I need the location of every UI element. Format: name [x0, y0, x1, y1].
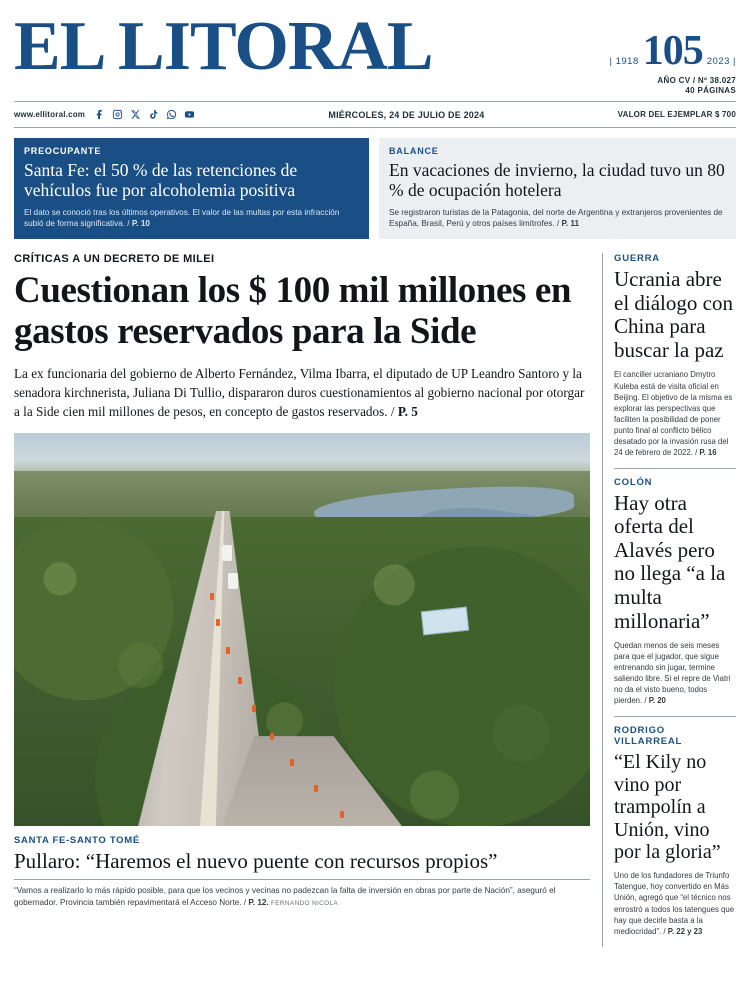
teaser-kicker: PREOCUPANTE	[24, 146, 102, 156]
teaser-summary	[389, 207, 726, 229]
social-links	[94, 109, 195, 120]
side-story-kicker: GUERRA	[614, 253, 660, 265]
side-story-page-ref[interactable]: P. 22 y 23	[667, 926, 703, 936]
body-columns	[14, 253, 736, 946]
youtube-icon[interactable]	[184, 109, 195, 120]
lead-headline[interactable]: Cuestionan los $ 100 mil millones en gastos reservados para la Side	[14, 270, 572, 353]
page-count: 40 PÁGINAS	[685, 86, 736, 95]
lead-photo	[14, 433, 590, 826]
side-story-page-ref[interactable]: P. 20	[648, 696, 666, 706]
info-bar	[14, 102, 736, 128]
x-twitter-icon[interactable]	[130, 109, 141, 120]
bottom-story-divider	[14, 879, 590, 880]
side-column	[602, 253, 736, 946]
side-story-headline[interactable]: Ucrania abre el diálogo con China para buscar la paz	[614, 267, 733, 362]
side-story-headline[interactable]: “El Kily no vino por trampolín a Unión, vino por la gloria”	[614, 751, 721, 863]
bottom-story-summary	[14, 885, 590, 908]
teaser-card-ocupacion-hotelera[interactable]	[379, 138, 736, 239]
teaser-headline[interactable]: En vacaciones de invierno, la ciudad tuvo un 80 % de ocupación hotelera	[389, 160, 725, 201]
side-divider-2	[614, 716, 736, 717]
side-story-headline[interactable]: Hay otra oferta del Alavés pero no llega “a la multa millonaria”	[614, 490, 726, 633]
main-column	[14, 253, 590, 946]
teaser-headline[interactable]: Santa Fe: el 50 % de las retenciones de vehículos fue por alcoholemia positiva	[24, 160, 298, 201]
lead-page-ref[interactable]: P. 5	[397, 404, 418, 420]
instagram-icon[interactable]	[112, 109, 123, 120]
side-story-villarreal[interactable]	[614, 725, 736, 936]
cover-price: VALOR DEL EJEMPLAR $ 700	[617, 110, 736, 119]
side-story-summary-text: Quedan menos de seis meses para que el jugador, que sigue entrenando sin jugar, termine saliendo libre. Si el repre de Viatri no da el visto bueno, todos pierden. /	[614, 641, 731, 706]
teaser-kicker: BALANCE	[389, 146, 439, 156]
issue-date: MIÉRCOLES, 24 DE JULIO DE 2024	[328, 109, 485, 120]
side-story-kicker: COLÓN	[614, 476, 653, 488]
newspaper-logo[interactable]: EL LITORAL	[14, 8, 433, 85]
lead-overline: CRÍTICAS A UN DECRETO DE MILEI	[14, 253, 215, 266]
teaser-card-alcoholemia[interactable]	[14, 138, 369, 239]
whatsapp-icon[interactable]	[166, 109, 177, 120]
side-story-summary-text: Uno de los fundadores de Triunfo Tatengue, hoy convertido en Más Unión, agregó que “el técnico nos enrostró a todos los tatengues que hay que decirle basta a la mediocridad”. /	[614, 871, 735, 936]
lead-summary	[14, 364, 590, 421]
side-story-summary-text: El canciller ucraniano Dmytro Kuleba está de visita oficial en Beijing. El objetivo de la misma es explorar las perspectivas que faciliten la posibilidad de poner punto final al conflicto bélico desatado por la invasión rusa del 24 de febrero de 2022. /	[614, 370, 733, 457]
bottom-story-headline[interactable]: Pullaro: “Haremos el nuevo puente con recursos propios”	[14, 849, 498, 874]
side-story-page-ref[interactable]: P. 16	[699, 447, 717, 457]
anniversary-badge	[610, 14, 737, 95]
side-story-colon[interactable]	[614, 477, 736, 706]
anniversary-number: 105	[642, 28, 703, 74]
bottom-story-byline: FERNANDO NICOLA	[271, 899, 338, 907]
anniversary-year-start: | 1918	[609, 56, 639, 67]
website-url[interactable]: www.ellitoral.com	[14, 110, 86, 119]
side-story-kicker: RODRIGO VILLARREAL	[614, 725, 683, 748]
lead-summary-text: La ex funcionaria del gobierno de Alberto Fernández, Vilma Ibarra, el diputado de UP Leandro Santoro y la senadora kirchnerista, Juliana Di Tullio, dispararon duros cuestionamientos al gobierno nacional por otorgar a la Side cien mil millones de pesos, en concepto de gastos reservados. /	[14, 365, 585, 420]
top-teasers	[14, 138, 736, 239]
bottom-story-page-ref[interactable]: P. 12.	[248, 897, 269, 907]
teaser-summary-text: El dato se conoció tras los últimos operativos. El valor de las multas por esta infracción subió de forma significativa. /	[24, 208, 340, 229]
photo-cones	[14, 433, 590, 826]
teaser-page-ref[interactable]: P. 11	[561, 219, 580, 229]
teaser-summary	[24, 207, 359, 229]
edition-number: AÑO CV / Nº 38.027	[657, 76, 736, 85]
side-story-summary	[614, 369, 736, 458]
teaser-page-ref[interactable]: P. 10	[131, 219, 150, 229]
side-story-summary	[614, 640, 736, 706]
bottom-story-kicker: SANTA FE-SANTO TOMÉ	[14, 835, 140, 847]
side-story-summary	[614, 870, 736, 936]
side-divider-1	[614, 468, 736, 469]
bottom-story[interactable]	[14, 835, 590, 908]
side-story-guerra[interactable]	[614, 253, 736, 458]
facebook-icon[interactable]	[94, 109, 105, 120]
tiktok-icon[interactable]	[148, 109, 159, 120]
bottom-story-summary-text: “Vamos a realizarlo lo más rápido posible, para que los vecinos y vecinas no padezcan la falta de inversión en obras por parte de Nación”, aseguró el gobernador. Provincia también repavimentará el Acceso Norte. /	[14, 886, 556, 907]
teaser-summary-text: Se registraron turistas de la Patagonia, del norte de Argentina y extranjeros provenientes de España, Brasil, Perú y otros países limítrofes. /	[389, 208, 723, 229]
anniversary-year-end: 2023 |	[706, 56, 736, 67]
masthead	[14, 0, 736, 95]
